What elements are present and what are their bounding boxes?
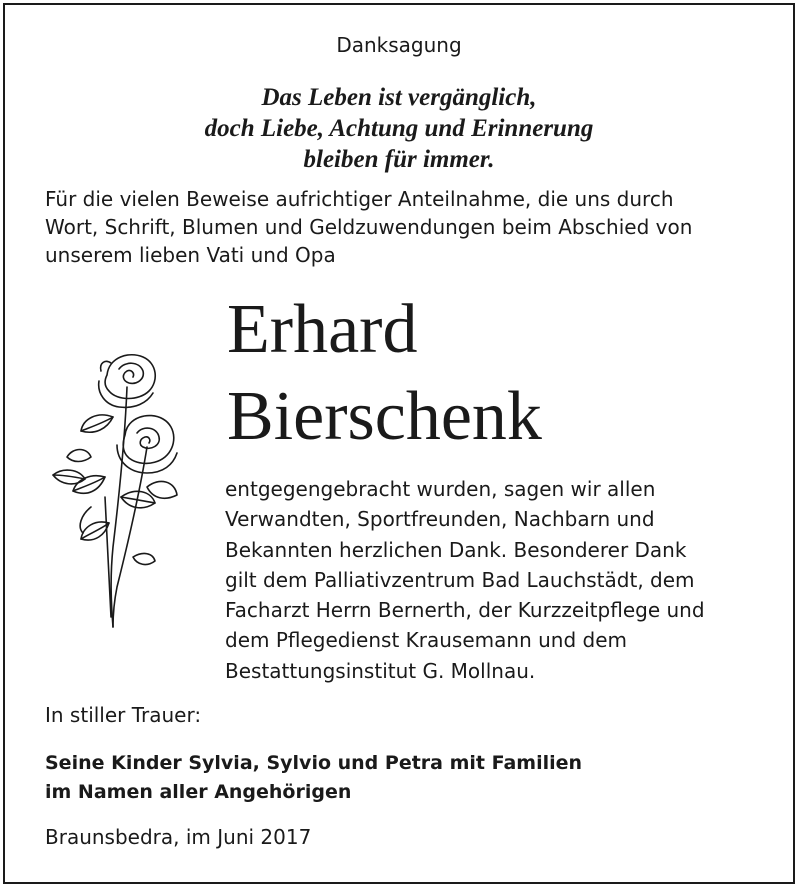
family-line: Seine Kinder Sylvia, Sylvio und Petra mit Familien	[45, 752, 583, 774]
deceased-first-name: Erhard	[227, 291, 418, 368]
body-line: entgegengebracht wurden, sagen wir allen	[225, 477, 656, 501]
place-date: Braunsbedra, im Juni 2017	[45, 825, 312, 849]
deceased-last-name: Bierschenk	[227, 378, 542, 455]
intro-line: Wort, Schrift, Blumen und Geldzuwendungen beim Abschied von	[45, 215, 693, 239]
obituary-card	[3, 3, 795, 884]
body-line: dem Pflegedienst Krausemann und dem	[225, 628, 627, 653]
rose-bouquet-icon	[47, 347, 187, 629]
motto	[5, 82, 793, 175]
intro-line: Für die vielen Beweise aufrichtiger Anteilnahme, die uns durch	[45, 187, 674, 211]
motto-line: bleiben für immer.	[303, 146, 495, 173]
intro-line: unserem lieben Vati und Opa	[45, 243, 336, 267]
body-line: Facharzt Herrn Bernerth, der Kurzzeitpflege und	[225, 598, 705, 623]
motto-line: doch Liebe, Achtung und Erinnerung	[204, 115, 594, 142]
motto-line: Das Leben ist vergänglich,	[261, 84, 537, 111]
body-line: Bestattungsinstitut G. Mollnau.	[225, 658, 536, 683]
body-line: gilt dem Palliativzentrum Bad Lauchstädt, dem	[225, 567, 695, 592]
body-line: Verwandten, Sportfreunden, Nachbarn und	[225, 507, 655, 532]
mourning-label: In stiller Trauer:	[45, 703, 202, 727]
family-line: im Namen aller Angehörigen	[45, 781, 352, 803]
card-heading: Danksagung	[336, 33, 462, 57]
intro-text	[45, 185, 692, 269]
family-signature	[45, 749, 582, 807]
body-text	[225, 474, 705, 686]
body-line: Bekannten herzlichen Dank. Besonderer Dank	[225, 537, 687, 562]
